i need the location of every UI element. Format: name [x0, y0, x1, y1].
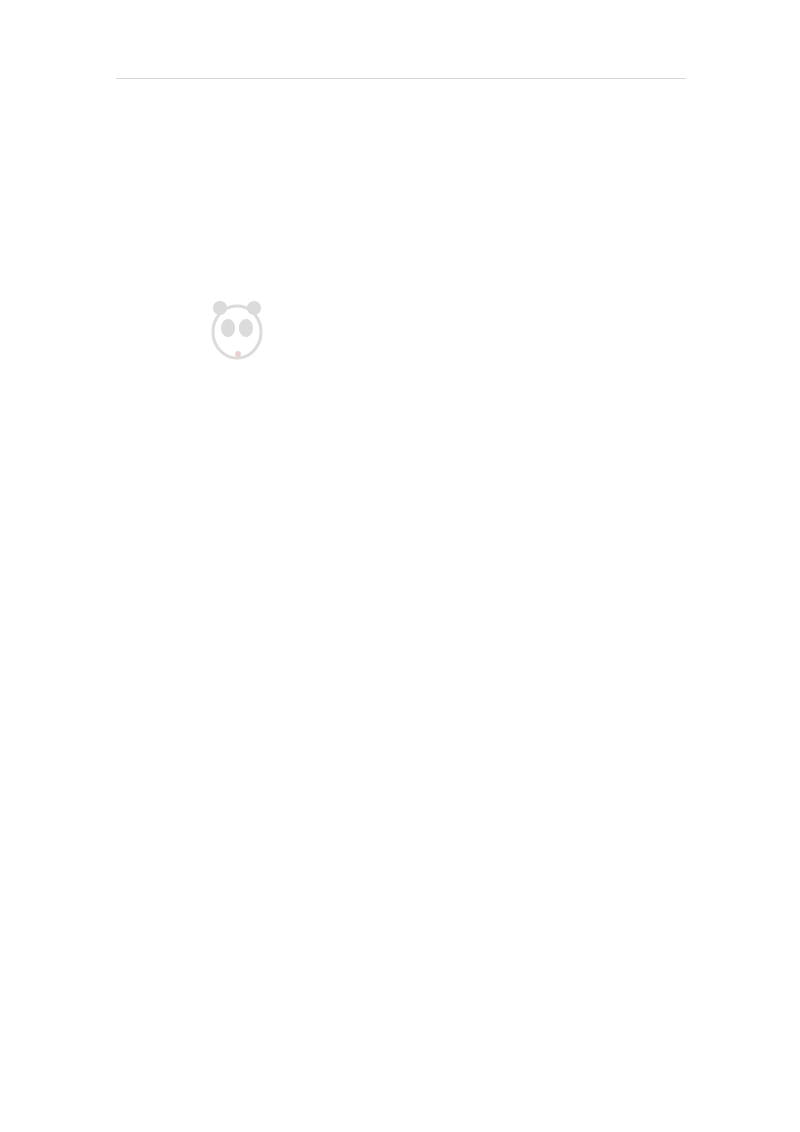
- document-page: [116, 58, 686, 79]
- divider: [116, 78, 686, 79]
- panda-logo-icon: [208, 298, 266, 362]
- watermark: [208, 290, 448, 430]
